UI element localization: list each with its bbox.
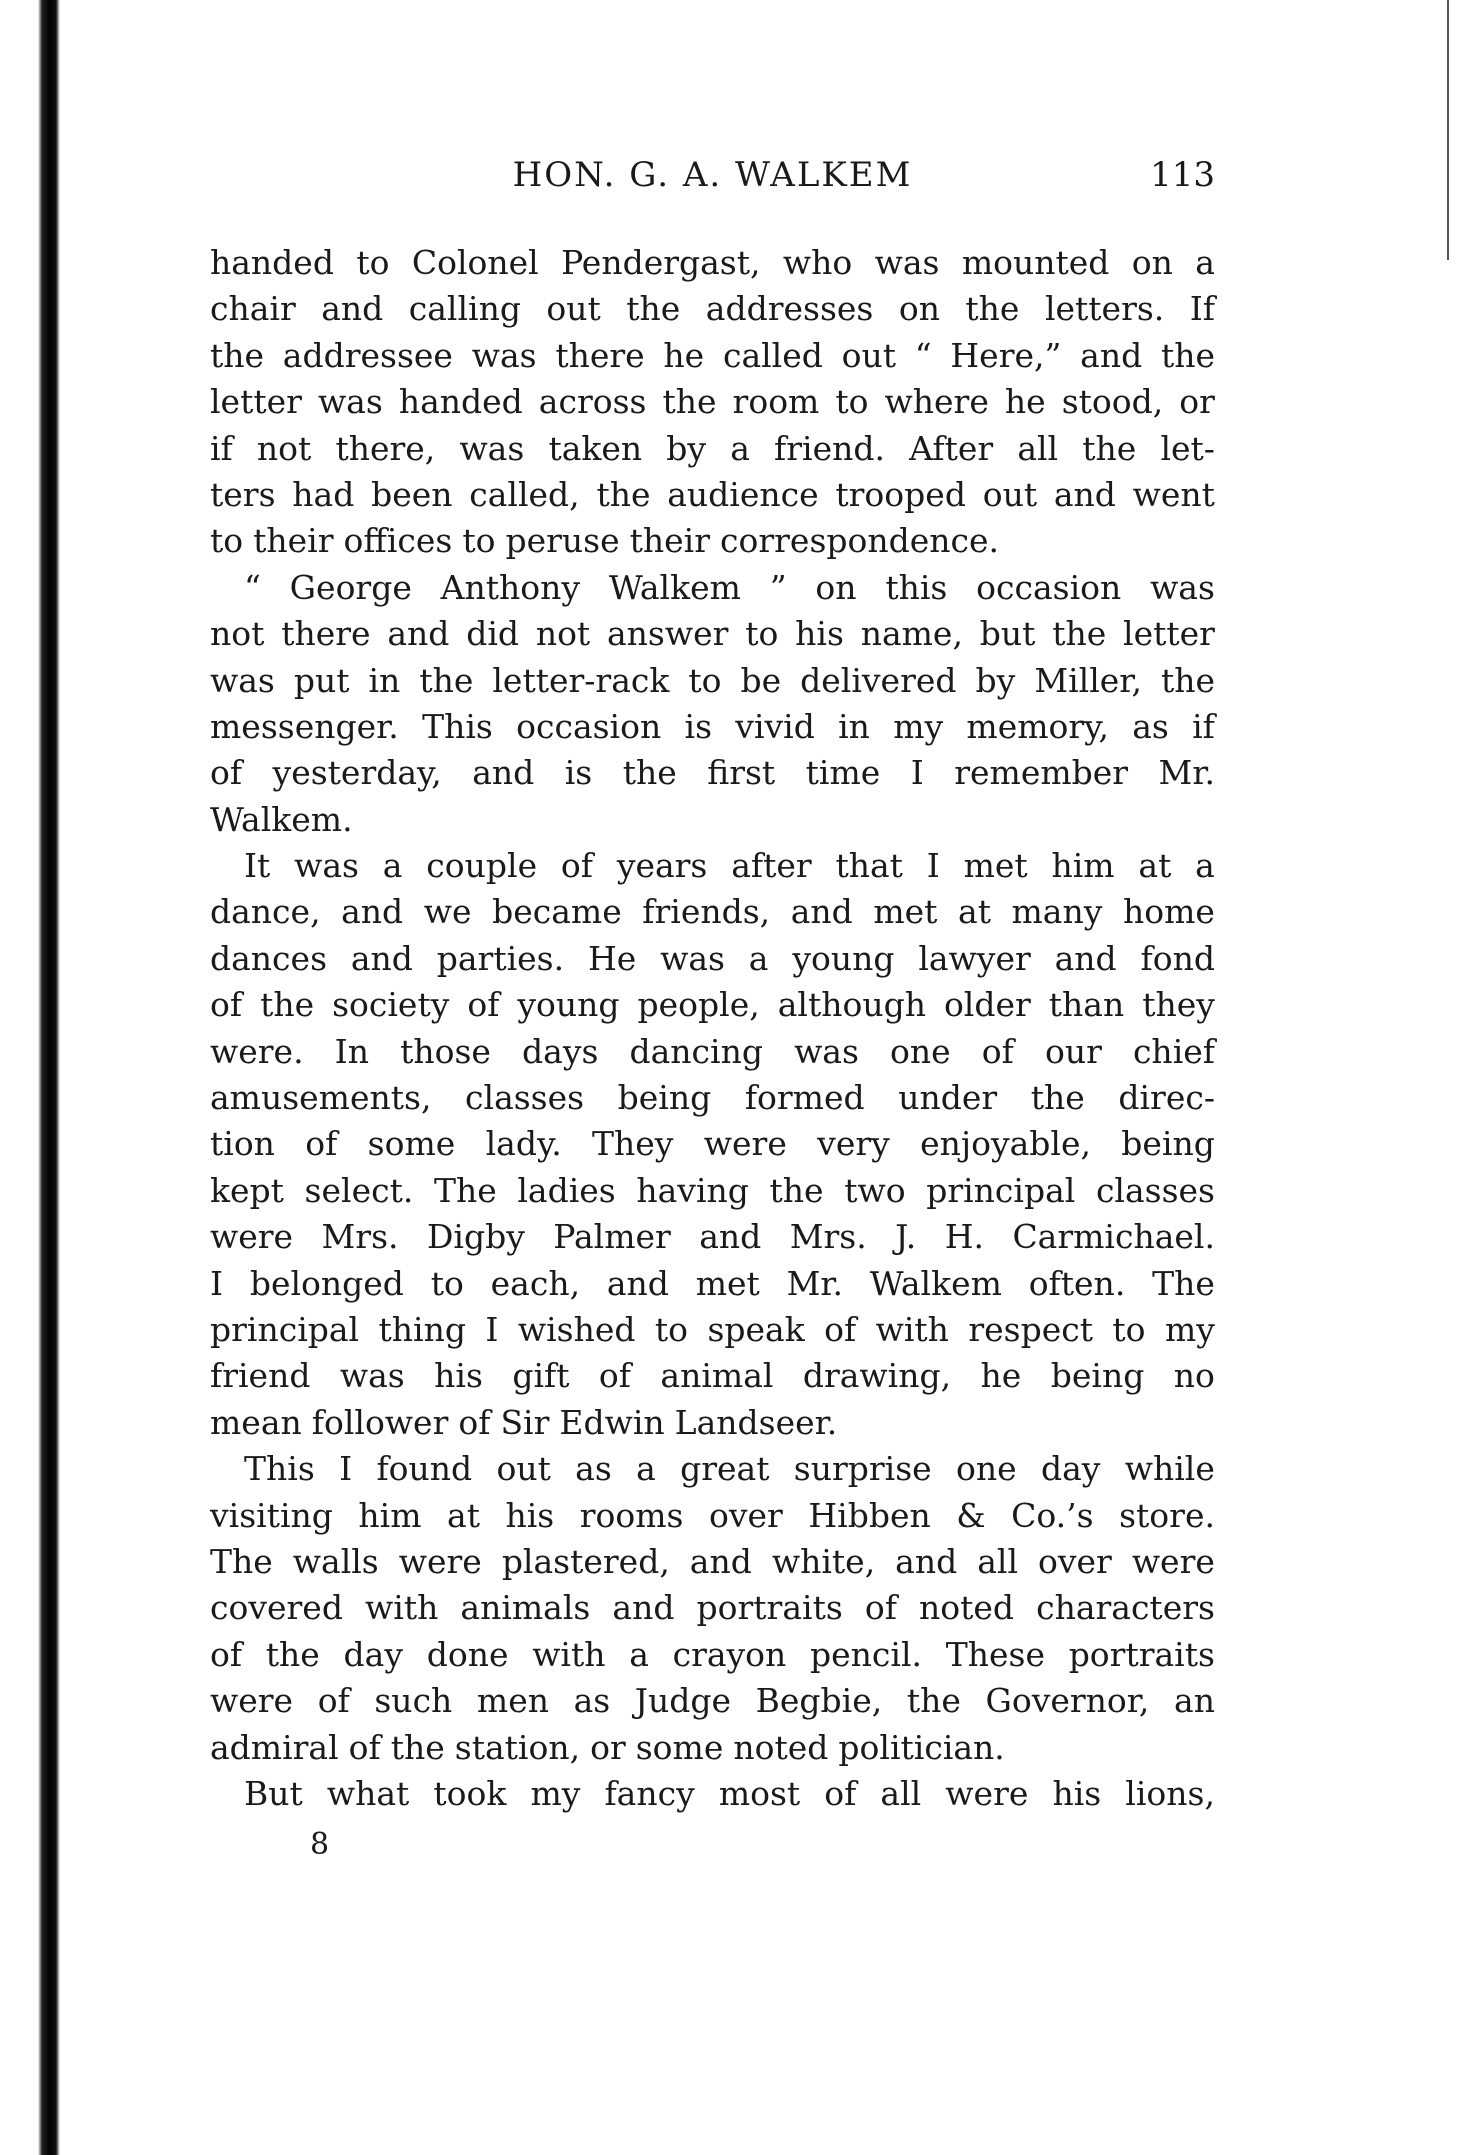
text-line: It was a couple of years after that I met him at a: [244, 846, 1215, 886]
text-line: ters had been called, the audience trooped out and went: [210, 474, 1215, 514]
text-line: amusements, classes being formed under the direc-: [210, 1078, 1215, 1118]
text-line: were Mrs. Digby Palmer and Mrs. J. H. Carmichael.: [210, 1217, 1215, 1257]
text-line: tion of some lady. They were very enjoyable, being: [210, 1124, 1215, 1164]
text-line: But what took my fancy most of all were his lions,: [244, 1773, 1215, 1813]
text-line: not there and did not answer to his name, but the letter: [210, 614, 1215, 654]
book-binding-edge: [0, 0, 60, 2155]
text-line: were of such men as Judge Begbie, the Governor, an: [210, 1681, 1215, 1721]
text-line: kept select. The ladies having the two principal classes: [210, 1170, 1215, 1210]
text-line: to their offices to peruse their correspondence.: [210, 521, 1000, 561]
body-text: [210, 240, 1215, 1817]
text-line: the addressee was there he called out “ Here,” and the: [210, 335, 1215, 375]
text-line: I belonged to each, and met Mr. Walkem often. The: [210, 1263, 1215, 1303]
text-line: The walls were plastered, and white, and all over were: [210, 1541, 1215, 1581]
text-line: handed to Colonel Pendergast, who was mounted on a: [210, 243, 1215, 282]
page-right-edge: [1447, 0, 1449, 260]
text-line: of the day done with a crayon pencil. These portraits: [210, 1634, 1215, 1674]
text-line: visiting him at his rooms over Hibben & Co.’s store.: [210, 1495, 1215, 1535]
text-line: chair and calling out the addresses on the letters. If: [210, 289, 1215, 329]
text-line: were. In those days dancing was one of our chief: [210, 1031, 1215, 1071]
text-line: if not there, was taken by a friend. After all the let-: [210, 428, 1215, 468]
text-line: friend was his gift of animal drawing, he being no: [210, 1356, 1215, 1396]
text-line: mean follower of Sir Edwin Landseer.: [210, 1402, 838, 1442]
text-line: was put in the letter-rack to be delivered by Miller, the: [210, 660, 1215, 700]
text-line: Walkem.: [210, 799, 353, 839]
text-line: This I found out as a great surprise one day while: [244, 1449, 1215, 1489]
text-line: dance, and we became friends, and met at many home: [210, 892, 1215, 932]
running-head: [210, 150, 1215, 200]
text-line: of the society of young people, although older than they: [210, 985, 1215, 1025]
text-line: admiral of the station, or some noted politician.: [210, 1727, 1005, 1767]
text-line: covered with animals and portraits of noted characters: [210, 1588, 1215, 1628]
running-head-title: HON. G. A. WALKEM: [512, 155, 913, 195]
text-line: letter was handed across the room to where he stood, or: [210, 382, 1215, 422]
text-line: messenger. This occasion is vivid in my memory, as if: [210, 706, 1215, 746]
text-line: principal thing I wished to speak of with respect to my: [210, 1309, 1215, 1349]
text-line: “ George Anthony Walkem ” on this occasion was: [244, 567, 1215, 607]
signature-mark: 8: [310, 1827, 330, 1862]
text-line: dances and parties. He was a young lawyer and fond: [210, 938, 1215, 978]
page-number: 113: [1150, 155, 1215, 195]
text-line: of yesterday, and is the first time I remember Mr.: [210, 753, 1215, 793]
